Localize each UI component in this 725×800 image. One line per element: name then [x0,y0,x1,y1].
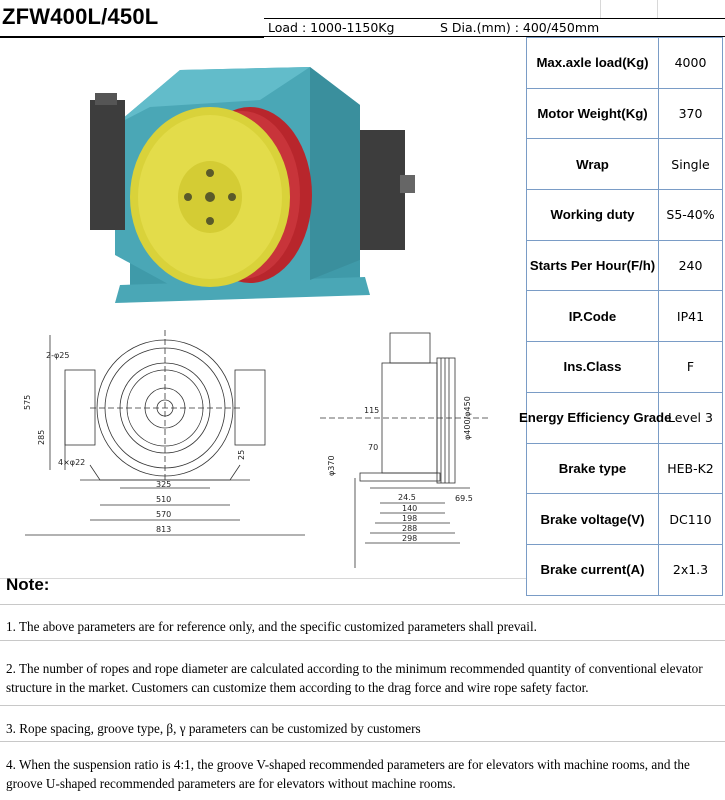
load-range: Load : 1000-1150Kg [268,20,395,35]
spec-row [527,342,723,393]
note-item: 4. When the suspension ratio is 4:1, the groove V-shaped recommended parameters are for elevators with machine rooms, and the groove U-shaped recommended parameters are for elevators without machine rooms. [6,757,690,791]
dim-298: 298 [402,534,418,543]
spec-label: Max.axle load(Kg) [527,38,659,89]
spec-label: Ins.Class [527,342,659,393]
spec-label: Starts Per Hour(F/h) [527,240,659,291]
spec-value: F [659,342,723,393]
spec-row [527,38,723,89]
spec-row [527,443,723,494]
dim-24-5: 24.5 [398,493,416,502]
note-item: 1. The above parameters are for reference only, and the specific customized parameters shall prevail. [6,619,537,634]
spec-row [527,392,723,443]
spec-row [527,190,723,241]
header-top-rule [264,18,725,19]
spec-value: 370 [659,88,723,139]
spec-value: IP41 [659,291,723,342]
spec-table [519,37,723,596]
spec-value: S5-40% [659,190,723,241]
spec-value: 240 [659,240,723,291]
spec-row [527,139,723,190]
spec-row [527,88,723,139]
spec-label: Wrap [527,139,659,190]
note-item: 2. The number of ropes and rope diameter are calculated according to the minimum recommended quantity of conventional elevator structure in the market. Customers can customize them according to the drag force and wire rope safety factor. [6,661,703,695]
spec-value: Single [659,139,723,190]
front-view-drawing [20,330,310,570]
dim-70: 70 [368,443,379,452]
spec-row [527,240,723,291]
spec-row [527,544,723,595]
dim-115: 115 [364,406,380,415]
dim-side-offset: 25 [237,449,246,460]
side-view-drawing [320,328,490,573]
spec-label: Brake current(A) [527,544,659,595]
spec-value: HEB-K2 [659,443,723,494]
spec-value: DC110 [659,494,723,545]
notes-heading: Note: [6,575,50,594]
dim-width-570: 570 [156,510,172,519]
dim-axis-height: 285 [37,429,46,445]
dim-198: 198 [402,514,418,523]
spec-label: Working duty [527,190,659,241]
dim-width-813: 813 [156,525,172,534]
spec-label: IP.Code [527,291,659,342]
spec-label: Brake type [527,443,659,494]
spec-label: Motor Weight(Kg) [527,88,659,139]
spec-value: 4000 [659,38,723,89]
spec-value: 2x1.3 [659,544,723,595]
dim-width-325: 325 [156,480,172,489]
spec-label: Brake voltage(V) [527,494,659,545]
spec-row [527,291,723,342]
spec-row [527,494,723,545]
dim-width-510: 510 [156,495,172,504]
title-underline [0,36,264,38]
dim-holes-base: 4×φ22 [58,458,86,467]
spec-label: Energy Efficiency Grade [527,392,659,443]
dim-288: 288 [402,524,418,533]
sheave-diameter: S Dia.(mm) : 400/450mm [440,20,600,35]
note-item: 3. Rope spacing, groove type, β, γ parameters can be customized by customers [6,721,421,736]
dim-total-height: 575 [23,394,32,410]
dim-140: 140 [402,504,418,513]
dim-69-5: 69.5 [455,494,473,503]
dim-shaft-dia: φ370 [327,455,336,476]
dim-holes-top: 2-φ25 [46,351,70,360]
spec-value: Level 3 [659,392,723,443]
dim-sheave-dia: φ400/φ450 [463,396,472,440]
traction-machine-photo [60,45,430,320]
model-title: ZFW400L/450L [2,4,159,29]
